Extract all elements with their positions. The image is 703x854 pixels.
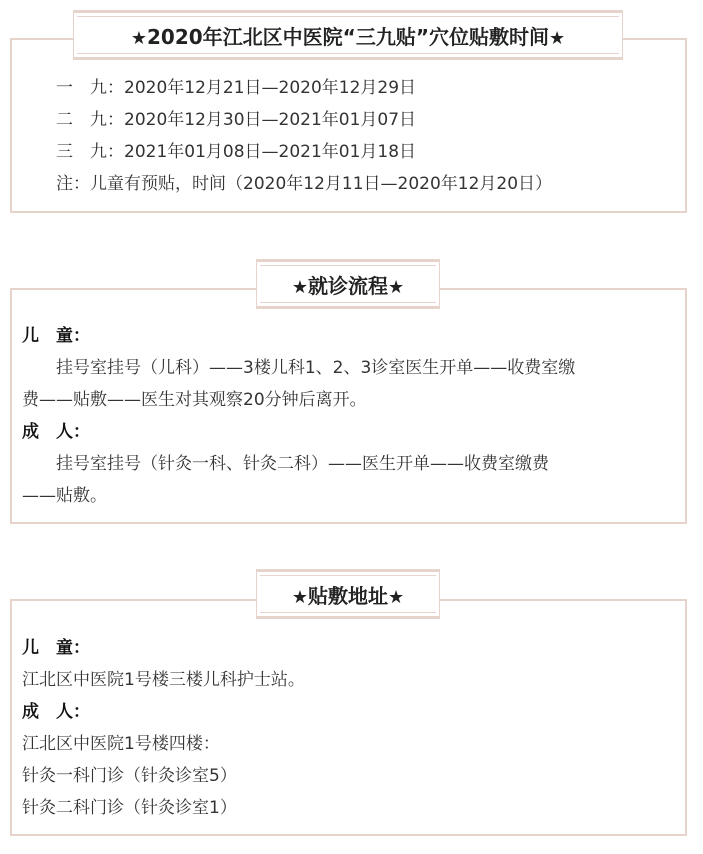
schedule-note: 注：儿童有预贴，时间（2020年12月11日—2020年12月20日） [56, 174, 553, 194]
schedule-title-tab [73, 10, 623, 60]
star-icon: ★ [388, 586, 405, 608]
procedure-adult-line-2: ——贴敷。 [22, 486, 107, 506]
star-icon: ★ [291, 586, 308, 608]
star-icon: ★ [130, 27, 148, 49]
schedule-row-1: 一 九：2020年12月21日—2020年12月29日 [56, 78, 417, 98]
procedure-title-tab [256, 259, 440, 309]
procedure-title: ★就诊流程★ [291, 273, 405, 298]
star-icon: ★ [291, 276, 308, 298]
star-icon: ★ [548, 27, 566, 49]
procedure-child-line-1: 挂号室挂号（儿科）——3楼儿科1、2、3诊室医生开单——收费室缴 [56, 358, 576, 378]
address-child-label: 儿 童： [22, 638, 90, 658]
address-adult-label: 成 人： [22, 702, 90, 722]
procedure-adult-line-1: 挂号室挂号（针灸一科、针灸二科）——医生开单——收费室缴费 [56, 454, 549, 474]
procedure-adult-label: 成 人： [22, 422, 90, 442]
address-clinic-1: 针灸一科门诊（针灸诊室5） [22, 766, 237, 786]
star-icon: ★ [388, 276, 405, 298]
address-adult-value: 江北区中医院1号楼四楼： [22, 734, 220, 754]
address-clinic-2: 针灸二科门诊（针灸诊室1） [22, 798, 237, 818]
address-title-tab [256, 569, 440, 619]
procedure-child-label: 儿 童： [22, 326, 90, 346]
schedule-title: ★2020年江北区中医院“三九贴”穴位贴敷时间★ [130, 24, 566, 49]
schedule-row-2: 二 九：2020年12月30日—2021年01月07日 [56, 110, 417, 130]
schedule-row-3: 三 九：2021年01月08日—2021年01月18日 [56, 142, 417, 162]
procedure-child-line-2: 费——贴敷——医生对其观察20分钟后离开。 [22, 390, 367, 410]
address-child-value: 江北区中医院1号楼三楼儿科护士站。 [22, 670, 305, 690]
address-title: ★贴敷地址★ [291, 583, 405, 608]
